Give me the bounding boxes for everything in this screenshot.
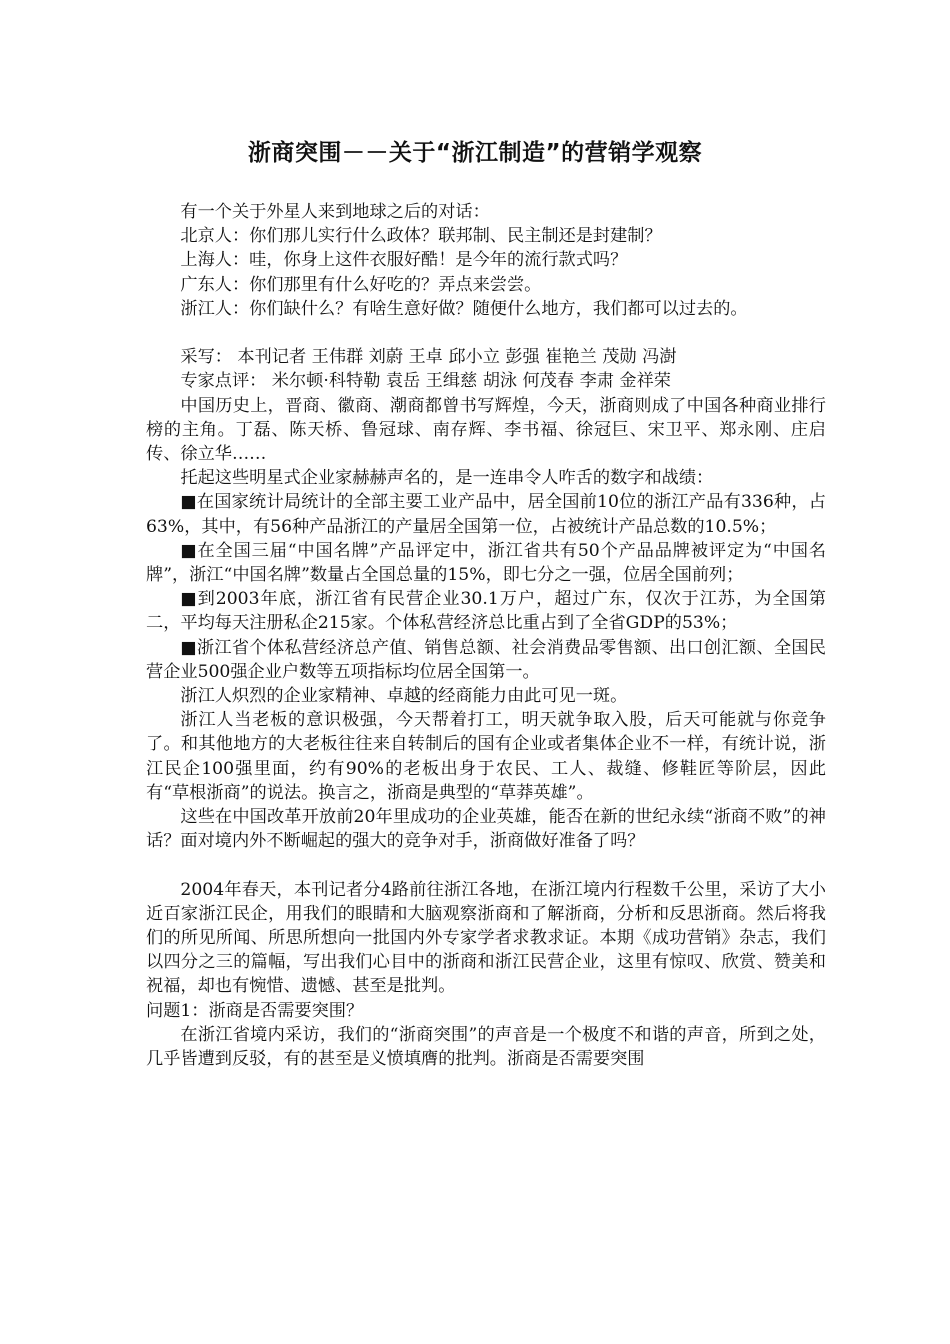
paragraph-spirit: 浙江人炽烈的企业家精神、卓越的经商能力由此可见一斑。: [180, 686, 628, 707]
bullet-item-4: ■浙江省个体私营经济总产值、销售总额、社会消费品零售额、出口创汇额、全国民营企业500强企业户数等五项指标均位居全国第一。: [146, 637, 826, 682]
paragraph-spring: 2004年春天，本刊记者分4路前往浙江各地，在浙江境内行程数千公里，采访了大小近百家浙江民企，用我们的眼睛和大脑观察浙商和了解浙商，分析和反思浙商。然后将我们的所见所闻、所思所想向一批国内外专家学者求教求证。本期《成功营销》杂志，我们以四分之三的篇幅，写出我们心目中的浙商和浙江民营企业，这里有惊叹、欣赏、赞美和祝福，却也有惋惜、遗憾、甚至是批判。: [146, 879, 826, 997]
intro-guangdong: 广东人：你们那里有什么好吃的？弄点来尝尝。: [180, 274, 542, 295]
bullet-item-2: ■在全国三届“中国名牌”产品评定中，浙江省共有50个产品品牌被评定为“中国名牌”，浙江“中国名牌”数量占全国总量的15%，即七分之一强，位居全国前列；: [146, 540, 826, 586]
credits-experts: 专家点评： 米尔顿·科特勒 袁岳 王缉慈 胡泳 何茂春 李肃 金祥荣: [180, 371, 671, 392]
section-heading-q1: 问题1：浙商是否需要突围？: [146, 1000, 364, 1021]
bullet-item-1: ■在国家统计局统计的全部主要工业产品中，居全国前10位的浙江产品有336种，占63%，其中，有56种产品浙江的产量居全国第一位，占被统计产品总数的10.5%；: [146, 492, 826, 537]
bullet-item-3: ■到2003年底，浙江省有民营企业30.1万户，超过广东，仅次于江苏，为全国第二，平均每天注册私企215家。个体私营经济总比重占到了全省GDP的53%；: [146, 589, 826, 634]
intro-shanghai: 上海人：哇，你身上这件衣服好酷！是今年的流行款式吗？: [180, 250, 628, 271]
spacer: [146, 853, 826, 877]
paragraph-history: 中国历史上，晋商、徽商、潮商都曾书写辉煌，今天，浙商则成了中国各种商业排行榜的主角。丁磊、陈天桥、鲁冠球、南存辉、李书福、徐冠巨、宋卫平、郑永刚、庄启传、徐立华……: [146, 395, 826, 465]
paragraph-boss: 浙江人当老板的意识极强，今天帮着打工，明天就争取入股，后天可能就与你竞争了。和其他地方的大老板往往来自转制后的国有企业或者集体企业不一样，有统计说，浙江民企100强里面，约有90%的老板出身于农民、工人、裁缝、修鞋匠等阶层，因此有“草根浙商”的说法。换言之，浙商是典型的“草莽英雄”。: [146, 710, 826, 803]
intro-lead: 有一个关于外星人来到地球之后的对话：: [180, 202, 490, 222]
credits-reporters: 采写： 本刊记者 王伟群 刘蔚 王卓 邱小立 彭强 崔艳兰 茂勋 冯澍: [180, 347, 677, 368]
intro-zhejiang: 浙江人：你们缺什么？有啥生意好做？随便什么地方，我们都可以过去的。: [180, 298, 748, 319]
paragraph-question: 这些在中国改革开放前20年里成功的企业英雄，能否在新的世纪永续“浙商不败”的神话？面对境内外不断崛起的强大的竞争对手，浙商做好准备了吗？: [146, 807, 826, 852]
intro-beijing: 北京人：你们那儿实行什么政体？联邦制、民主制还是封建制？: [180, 226, 662, 247]
paragraph-q1: 在浙江省境内采访，我们的“浙商突围”的声音是一个极度不和谐的声音，所到之处，几乎皆遭到反驳，有的甚至是义愤填膺的批判。浙商是否需要突围: [146, 1024, 826, 1070]
article-body: [146, 200, 826, 1071]
article-title: 浙商突围－－关于“浙江制造”的营销学观察: [247, 140, 703, 166]
spacer: [146, 321, 826, 345]
paragraph-support: 托起这些明星式企业家赫赫声名的，是一连串令人咋舌的数字和战绩：: [180, 468, 714, 489]
